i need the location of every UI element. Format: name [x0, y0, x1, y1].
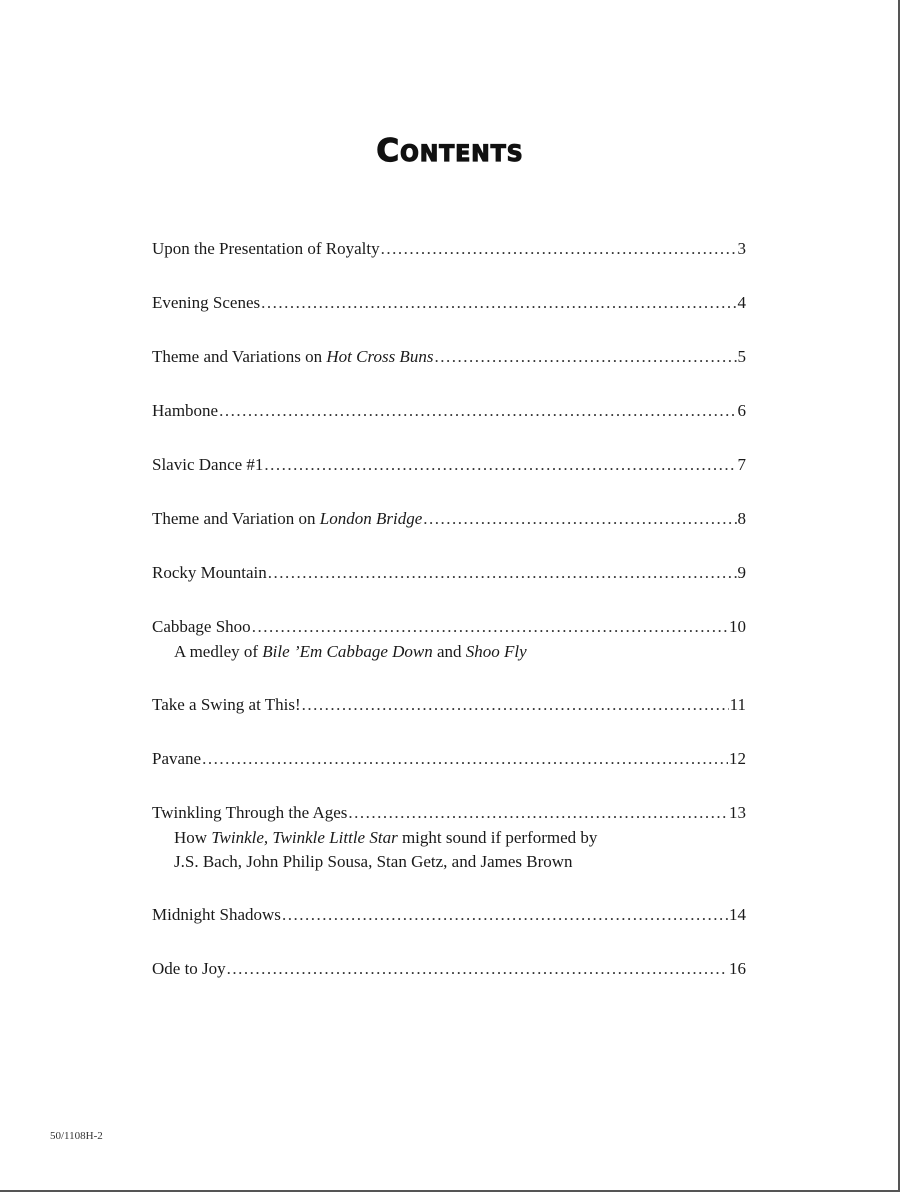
entry-title: Take a Swing at This!: [152, 695, 301, 714]
page-number: 13: [729, 803, 746, 822]
entry-title: Pavane: [152, 749, 202, 768]
toc-entry[interactable]: [152, 560, 746, 586]
page-number: 14: [729, 905, 746, 924]
page-number: 10: [729, 617, 746, 636]
entry-title: Ode to Joy: [152, 959, 226, 978]
entry-title-italic: Hot Cross Buns: [326, 347, 434, 366]
footer-code: 50/1108H-2: [50, 1130, 103, 1142]
toc-entry[interactable]: [152, 506, 746, 532]
entry-title: Slavic Dance #1: [152, 455, 264, 474]
entry-subtitle: A medley of Bile ’Em Cabbage Down and Shoo Fly: [174, 642, 527, 661]
page-number: 8: [737, 509, 746, 528]
toc-entry[interactable]: [152, 800, 746, 874]
entry-title: Rocky Mountain: [152, 563, 267, 582]
entry-title: Theme and Variation on London Bridge: [152, 509, 423, 528]
toc-entry[interactable]: [152, 746, 746, 772]
dot-leader: [202, 746, 728, 772]
toc-entry[interactable]: [152, 236, 746, 262]
dot-leader: [264, 452, 736, 478]
toc-entry[interactable]: [152, 344, 746, 370]
toc-entry[interactable]: [152, 452, 746, 478]
entry-subtitle-line2: J.S. Bach, John Philip Sousa, Stan Getz, and James Brown: [174, 852, 573, 871]
entry-title: Midnight Shadows: [152, 905, 281, 924]
dot-leader: [423, 506, 736, 532]
entry-subtitle: How Twinkle, Twinkle Little Star might sound if performed by: [174, 828, 598, 847]
dot-leader: [434, 344, 736, 370]
table-of-contents: [152, 236, 746, 982]
entry-title: Twinkling Through the Ages: [152, 803, 348, 822]
page-number: 9: [737, 563, 746, 582]
toc-entry[interactable]: [152, 290, 746, 316]
toc-entry[interactable]: [152, 956, 746, 982]
dot-leader: [219, 398, 736, 424]
toc-entry[interactable]: [152, 902, 746, 928]
dot-leader: [348, 800, 728, 826]
page-number: 6: [737, 401, 746, 420]
page-number: 11: [729, 695, 746, 714]
dot-leader: [261, 290, 736, 316]
toc-entry[interactable]: [152, 614, 746, 664]
page-number: 5: [737, 347, 746, 366]
page-number: 16: [729, 959, 746, 978]
toc-entry[interactable]: [152, 692, 746, 718]
dot-leader: [268, 560, 737, 586]
toc-entry[interactable]: [152, 398, 746, 424]
entry-title: Hambone: [152, 401, 219, 420]
page-title: Contents: [376, 133, 524, 169]
dot-leader: [282, 902, 728, 928]
entry-title: Upon the Presentation of Royalty: [152, 239, 380, 258]
page-number: 7: [737, 455, 746, 474]
dot-leader: [381, 236, 737, 262]
entry-title: Evening Scenes: [152, 293, 261, 312]
dot-leader: [227, 956, 728, 982]
dot-leader: [302, 692, 729, 718]
page-number: 4: [737, 293, 746, 312]
entry-title: Theme and Variations on Hot Cross Buns: [152, 347, 434, 366]
page-number: 12: [729, 749, 746, 768]
dot-leader: [252, 614, 728, 640]
page-number: 3: [737, 239, 746, 258]
entry-title-italic: London Bridge: [319, 509, 423, 528]
entry-title: Cabbage Shoo: [152, 617, 251, 636]
